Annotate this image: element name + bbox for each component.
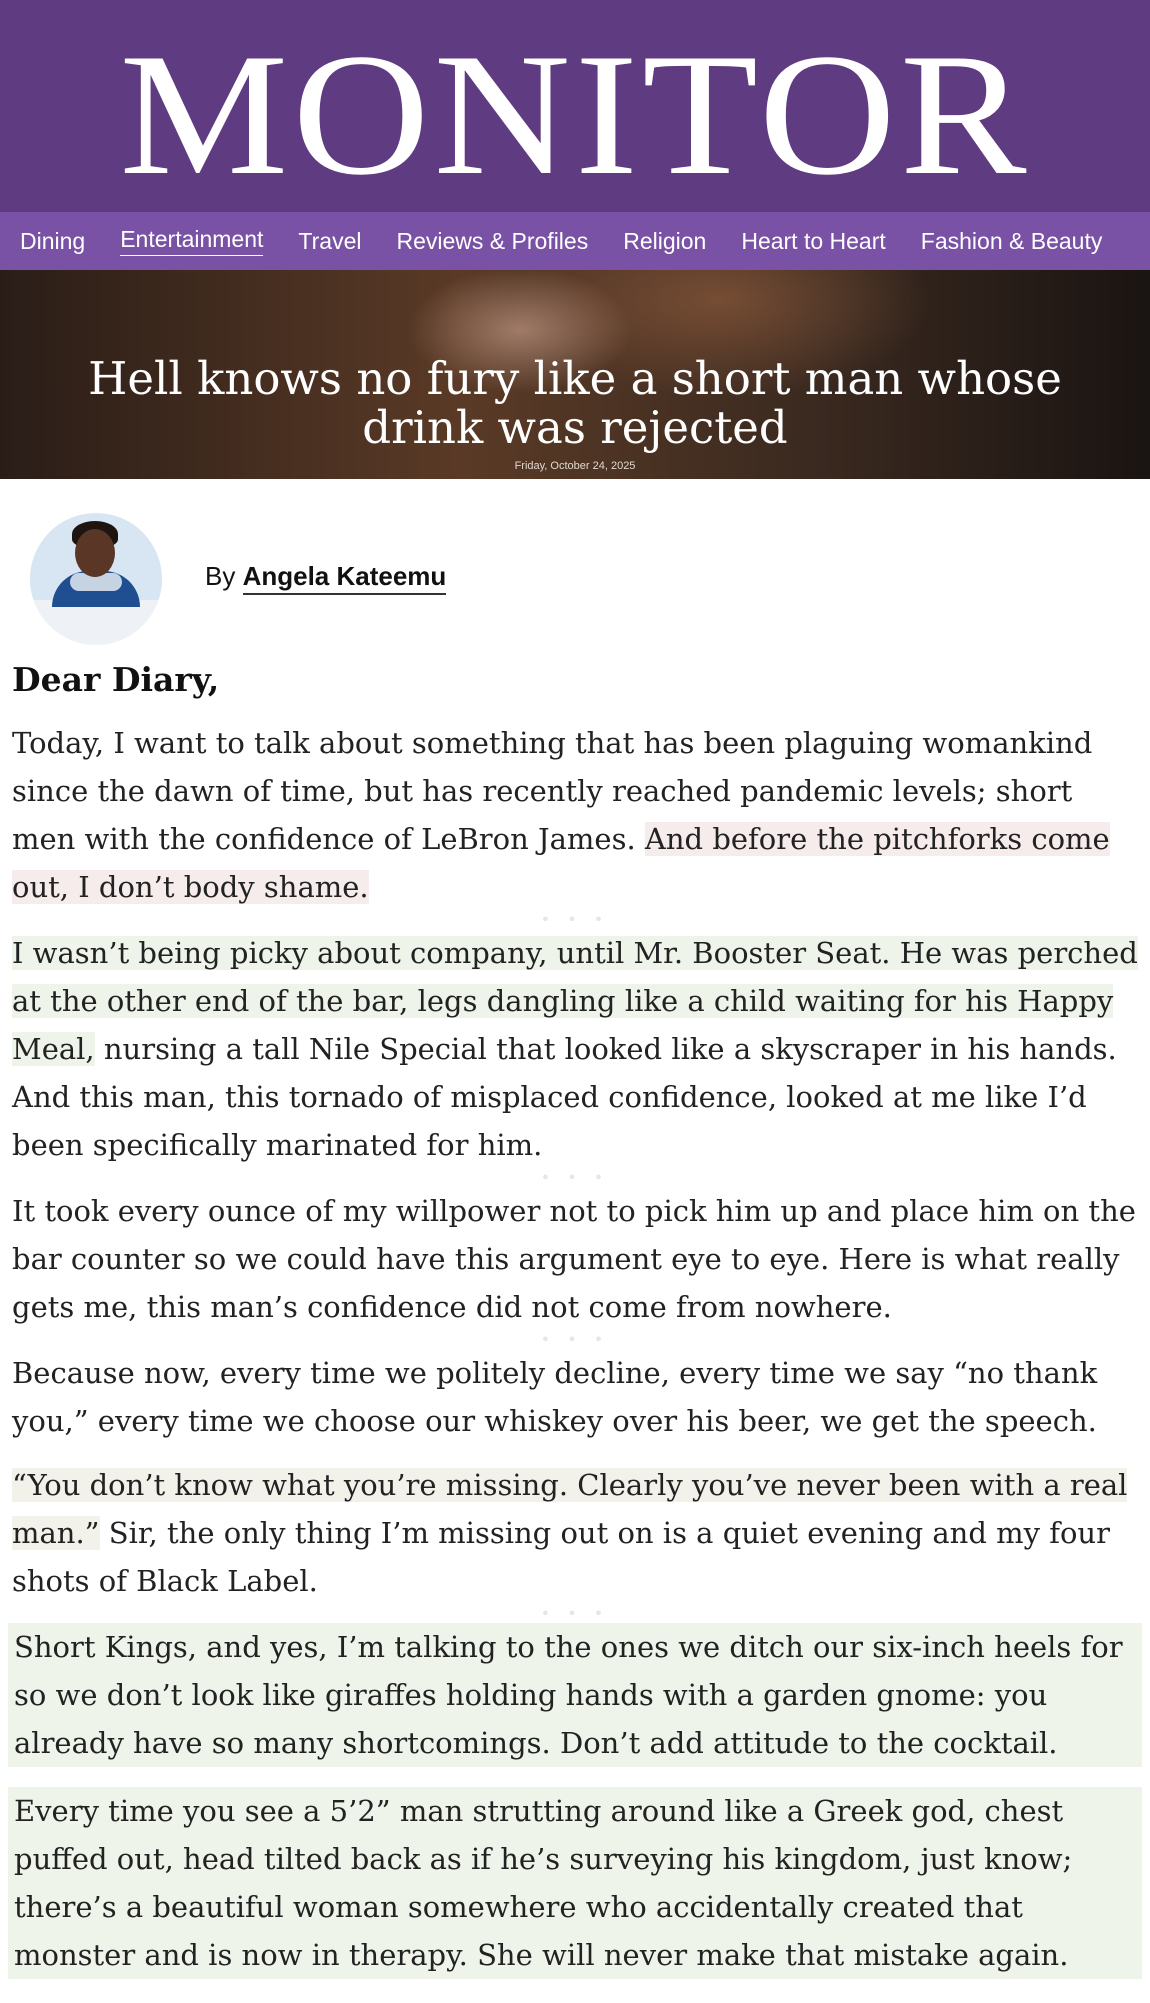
article-title: Hell knows no fury like a short man whose drink was rejected: [88, 352, 1062, 454]
hero-banner: [0, 270, 1150, 479]
salutation: Dear Diary,: [12, 660, 220, 699]
nav-item-travel[interactable]: Travel: [298, 227, 362, 254]
separator-dots: • • •: [540, 1604, 610, 1623]
nav-item-reviews-profiles[interactable]: Reviews & Profiles: [396, 227, 589, 254]
highlight-block-1: [8, 1623, 1142, 1767]
highlight-pink: And before the pitchforks come out, I don’t body shame.: [12, 822, 1110, 904]
paragraph-4: Because now, every time we politely decline, every time we say “no thank you,” every time we choose our whiskey over his beer, we get the speech.: [12, 1356, 1098, 1438]
paragraph-2: [0, 929, 1150, 1169]
highlight-beige: “You don’t know what you’re missing. Clearly you’ve never been with a real man.”: [12, 1468, 1128, 1550]
byline-text: [205, 561, 446, 592]
article-body: [0, 660, 1150, 1979]
category-nav: [0, 212, 1150, 270]
separator-dots: • • •: [540, 1168, 610, 1187]
paragraph-5: [0, 1461, 1150, 1605]
masthead: [0, 0, 1150, 212]
nav-item-fashion-beauty[interactable]: Fashion & Beauty: [920, 227, 1103, 254]
nav-item-religion[interactable]: Religion: [623, 227, 707, 254]
paragraph-1: [0, 719, 1150, 911]
highlight-block-2: [8, 1787, 1142, 1979]
paragraph-1-text: Today, I want to talk about something that has been plaguing womankind since the dawn of time, but has recently reached pandemic levels; short men with the confidence of LeBron James.: [12, 726, 1093, 856]
paragraph-7: Every time you see a 5’2” man strutting around like a Greek god, chest puffed out, head tilted back as if he’s surveying his kingdom, just know; there’s a beautiful woman somewhere who accidentally created that monster and is now in therapy. She will never make that mistake again.: [14, 1794, 1073, 1972]
paragraph-6: Short Kings, and yes, I’m talking to the ones we ditch our six-inch heels for so we don’t look like giraffes holding hands with a garden gnome: you already have so many shortcomings. Don’t add attitude to the cocktail.: [14, 1630, 1123, 1760]
author-name-link[interactable]: Angela Kateemu: [243, 561, 447, 595]
separator-dots: • • •: [540, 910, 610, 929]
nav-item-heart-to-heart[interactable]: Heart to Heart: [741, 227, 886, 254]
nav-item-entertainment[interactable]: Entertainment: [120, 226, 263, 256]
author-byline: [30, 513, 630, 645]
author-avatar[interactable]: [30, 513, 162, 645]
paragraph-5-text: Sir, the only thing I’m missing out on is a quiet evening and my four shots of Black Label.: [12, 1516, 1110, 1598]
paragraph-2-text: nursing a tall Nile Special that looked like a skyscraper in his hands. And this man, this tornado of misplaced confidence, looked at me like I’d been specifically marinated for him.: [12, 1032, 1117, 1162]
byline-prefix: By: [205, 561, 236, 591]
highlight-green: I wasn’t being picky about company, until Mr. Booster Seat. He was perched at the other end of the bar, legs dangling like a child waiting for his Happy Meal,: [12, 936, 1138, 1066]
nav-item-dining[interactable]: Dining: [20, 227, 86, 254]
separator-dots: • • •: [540, 1330, 610, 1349]
paragraph-3: It took every ounce of my willpower not to pick him up and place him on the bar counter so we could have this argument eye to eye. Here is what really gets me, this man’s confidence did not come from nowhere.: [12, 1194, 1136, 1324]
site-logo[interactable]: MONITOR: [119, 18, 1031, 212]
article-date: Friday, October 24, 2025: [514, 460, 636, 472]
